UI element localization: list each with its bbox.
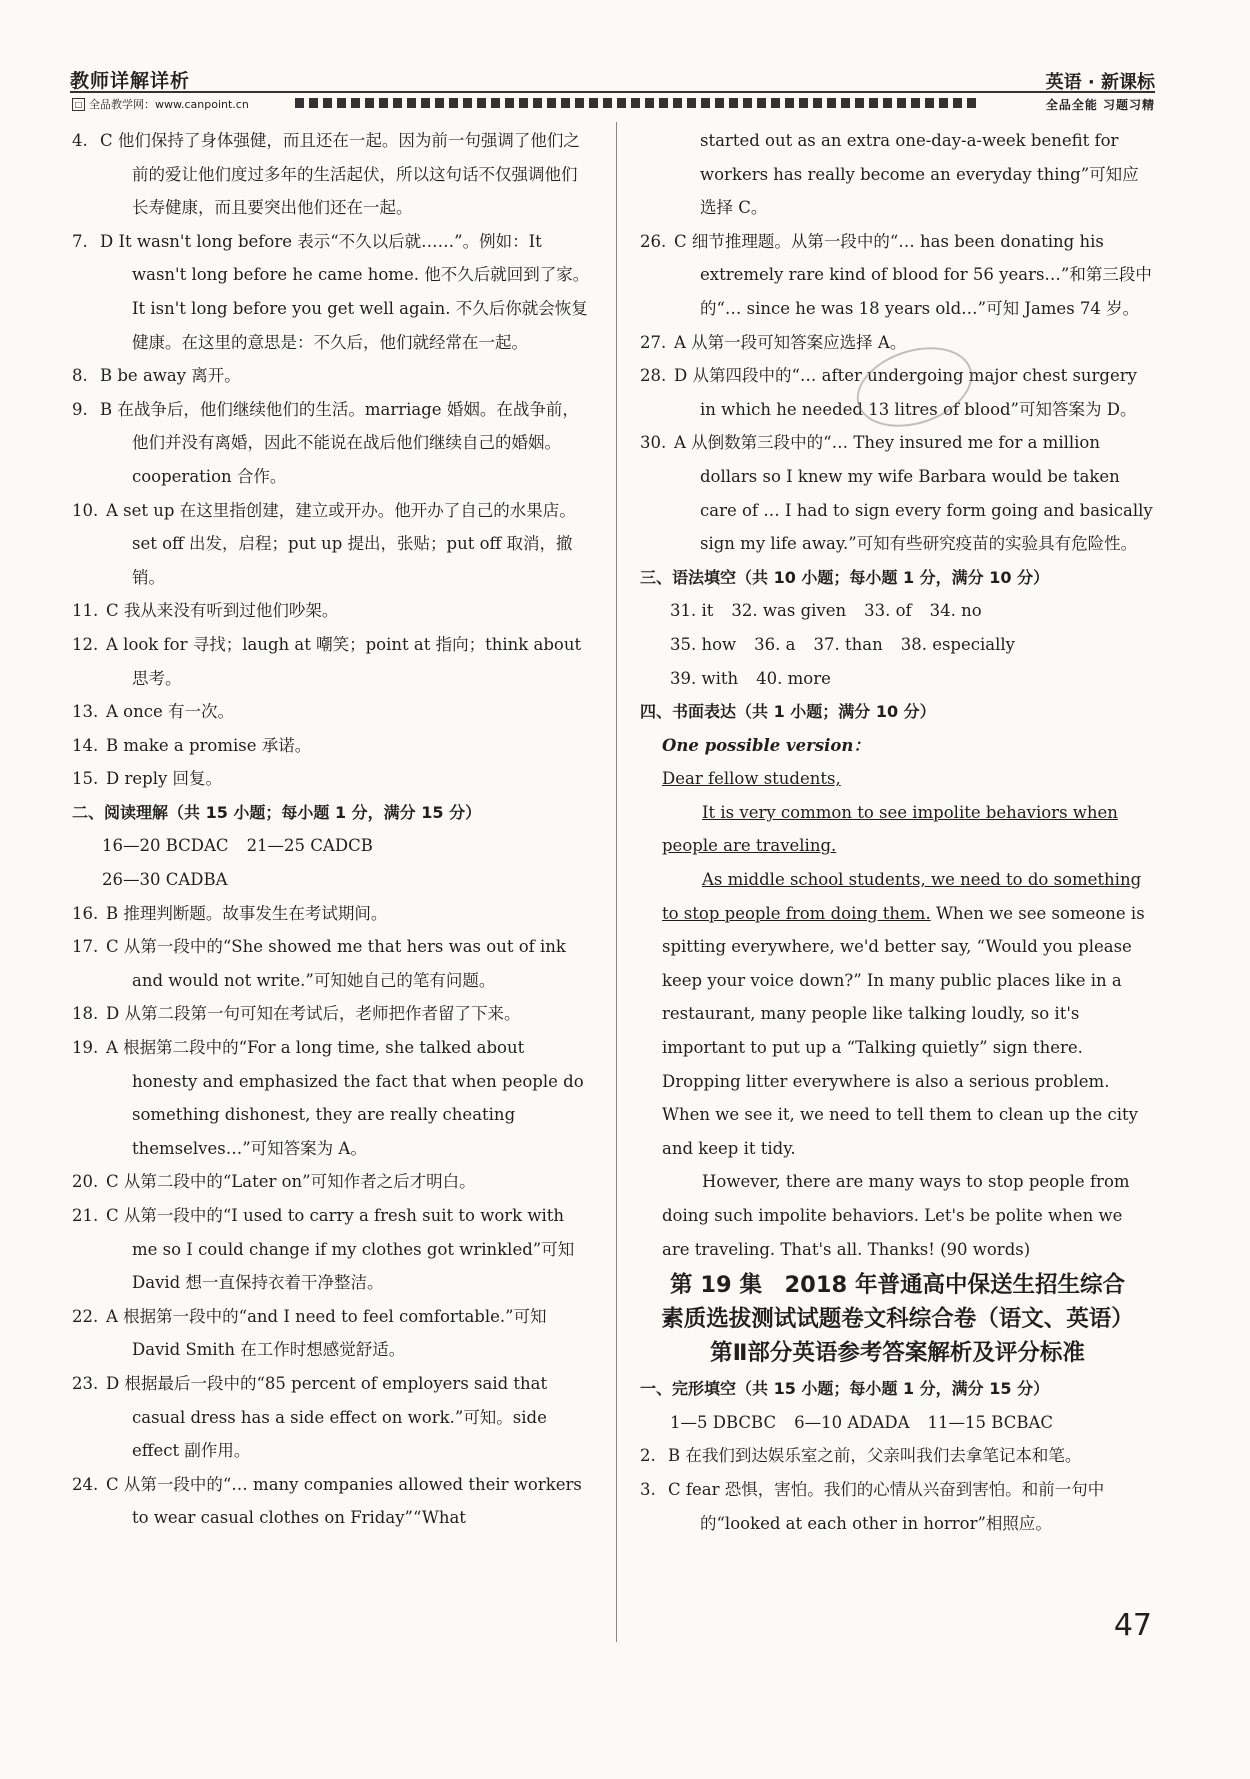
answer-key-row: 16—20 BCDAC 21—25 CADCB bbox=[102, 836, 373, 856]
answer-item: 14. B make a promise 承诺。 bbox=[72, 735, 312, 755]
answer-item: 17. C 从第一段中的“She showed me that hers was out of ink and would not write.”可知她自己的笔有问题。 bbox=[72, 937, 566, 990]
answer-item: 16. B 推理判断题。故事发生在考试期间。 bbox=[72, 903, 388, 923]
answer-key-row: 1—5 DBCBC 6—10 ADADA 11—15 BCBAC bbox=[670, 1412, 1054, 1432]
column-divider bbox=[616, 122, 617, 1642]
essay-topic-sentence: As middle school students, we need to do something to stop people from doing them. bbox=[662, 870, 1142, 923]
header-brand: 全品全能 习题习精 bbox=[1045, 98, 1155, 112]
answer-item: 19. A 根据第二段中的“For a long time, she talked about honesty and emphasized the fact that when people do something dishonest, they are really cheating themselves…”可知答案为 A。 bbox=[72, 1038, 584, 1158]
section-heading: 一、完形填空（共 15 小题；每小题 1 分，满分 15 分） bbox=[640, 1379, 1050, 1399]
answer-item: 21. C 从第一段中的“I used to carry a fresh suit to work with me so I could change if my clothes got wrinkled”可知 David 想一直保持衣着干净整洁。 bbox=[72, 1206, 575, 1293]
answer-item: 15. D reply 回复。 bbox=[72, 769, 223, 789]
answer-item: 27. A 从第一段可知答案应选择 A。 bbox=[640, 332, 907, 352]
section-title: 第Ⅱ部分英语参考答案解析及评分标准 bbox=[710, 1340, 1085, 1367]
answer-item: 12. A look for 寻找；laugh at 嘲笑；point at 指向；think about 思考。 bbox=[72, 634, 582, 688]
answer-continuation: started out as an extra one-day-a-week benefit for workers has really become an everyday thing”可知应选择 C。 bbox=[700, 131, 1139, 218]
essay-paragraph-2: When we see someone is spitting everywhere, we'd better say, “Would you please keep your voice down?” In many public places like in a restaurant, many people like talking loudly, so it's important to put up a “Talking quietly” sign there. Dropping litter everywhere is also a serious problem. When we see it, we need to tell them to clean up the city and keep it tidy. bbox=[662, 903, 1145, 1158]
answer-item: 23. D 根据最后一段中的“85 percent of employers said that casual dress has a side effect on work.”可知。side effect 副作用。 bbox=[72, 1373, 548, 1461]
answer-item: 11. C 我从来没有听到过他们吵架。 bbox=[72, 601, 339, 621]
site-label: 全品教学网：www.canpoint.cn bbox=[89, 98, 249, 111]
essay-paragraph-1: It is very common to see impolite behaviors when people are traveling. bbox=[662, 802, 1118, 856]
answer-item: 2. B 在我们到达娱乐室之前，父亲叫我们去拿笔记本和笔。 bbox=[640, 1446, 1082, 1466]
section-heading: 三、语法填空（共 10 小题；每小题 1 分，满分 10 分） bbox=[640, 567, 1050, 587]
header-left-title: 教师详解详析 bbox=[70, 70, 191, 92]
page-number: 47 bbox=[1113, 1608, 1152, 1643]
answer-item: 9. B 在战争后，他们继续他们的生活。marriage 婚姻。在战争前，他们并没有离婚，因此不能说在战后他们继续自己的婚姻。cooperation 合作。 bbox=[72, 399, 579, 486]
answer-item: 3. C fear 恐惧，害怕。我们的心情从兴奋到害怕。和前一句中的“looked at each other in horror”相照应。 bbox=[640, 1479, 1105, 1533]
section-title: 第 19 集 2018 年普通高中保送生招生综合 bbox=[670, 1272, 1125, 1299]
header-dash-bar bbox=[295, 98, 980, 108]
version-label: One possible version： bbox=[662, 735, 870, 755]
answer-key-row: 26—30 CADBA bbox=[102, 870, 228, 890]
answer-item: 30. A 从倒数第三段中的“… They insured me for a million dollars so I knew my wife Barbara would be taken care of … I had to sign every form going and basically sign my life away.”可知有些研究疫苗的实验具有危险性。 bbox=[640, 433, 1153, 554]
answer-key-row: 39. with 40. more bbox=[670, 668, 831, 688]
section-heading: 四、书面表达（共 1 小题；满分 10 分） bbox=[640, 702, 936, 722]
answer-item: 4. C 他们保持了身体强健，而且还在一起。因为前一句强调了他们之前的爱让他们度过多年的生活起伏，所以这句话不仅强调他们长寿健康，而且要突出他们还在一起。 bbox=[72, 131, 580, 218]
answer-item: 22. A 根据第一段中的“and I need to feel comfortable.”可知 David Smith 在工作时想感觉舒适。 bbox=[72, 1306, 547, 1360]
section-title: 素质选拔测试试题卷文科综合卷（语文、英语） bbox=[661, 1306, 1134, 1333]
right-column bbox=[640, 124, 1155, 1540]
essay-paragraph-3: However, there are many ways to stop people from doing such impolite behaviors. Let's be polite when we are traveling. That's all. Thanks! (90 words) bbox=[662, 1172, 1130, 1259]
left-column bbox=[72, 124, 592, 1535]
header-rule bbox=[70, 91, 1155, 93]
answer-key-row: 35. how 36. a 37. than 38. especially bbox=[670, 634, 1015, 654]
greeting: Dear fellow students, bbox=[662, 769, 841, 789]
answer-item: 28. D 从第四段中的“… after undergoing major chest surgery in which he needed 13 litres of blood”可知答案为 D。 bbox=[640, 366, 1137, 419]
header-right-title: 英语 · 新课标 bbox=[1045, 72, 1155, 93]
book-icon: □ bbox=[72, 98, 85, 111]
answer-item: 10. A set up 在这里指创建，建立或开办。他开办了自己的水果店。set off 出发，启程；put up 提出，张贴；put off 取消，撤销。 bbox=[72, 500, 576, 587]
answer-key-row: 31. it 32. was given 33. of 34. no bbox=[670, 601, 982, 621]
answer-item: 20. C 从第二段中的“Later on”可知作者之后才明白。 bbox=[72, 1172, 476, 1192]
answer-item: 13. A once 有一次。 bbox=[72, 702, 234, 722]
answer-item: 7. D It wasn't long before 表示“不久以后就……”。例如：It wasn't long before he came home. 他不久后就回到了家。It isn't long before you get well again. 不久后你就会恢复健康。在这里的意思是：不久后，他们就经常在一起。 bbox=[72, 231, 590, 352]
answer-item: 26. C 细节推理题。从第一段中的“… has been donating his extremely rare kind of blood for 56 years…”和第三段中的“… since he was 18 years old…”可知 James 74 岁。 bbox=[640, 231, 1152, 318]
section-heading: 二、阅读理解（共 15 小题；每小题 1 分，满分 15 分） bbox=[72, 802, 482, 822]
header-site bbox=[72, 96, 249, 112]
answer-item: 8. B be away 离开。 bbox=[72, 366, 241, 386]
answer-item: 24. C 从第一段中的“… many companies allowed their workers to wear casual clothes on Friday”“What bbox=[72, 1474, 582, 1528]
answer-item: 18. D 从第二段第一句可知在考试后，老师把作者留了下来。 bbox=[72, 1004, 521, 1024]
